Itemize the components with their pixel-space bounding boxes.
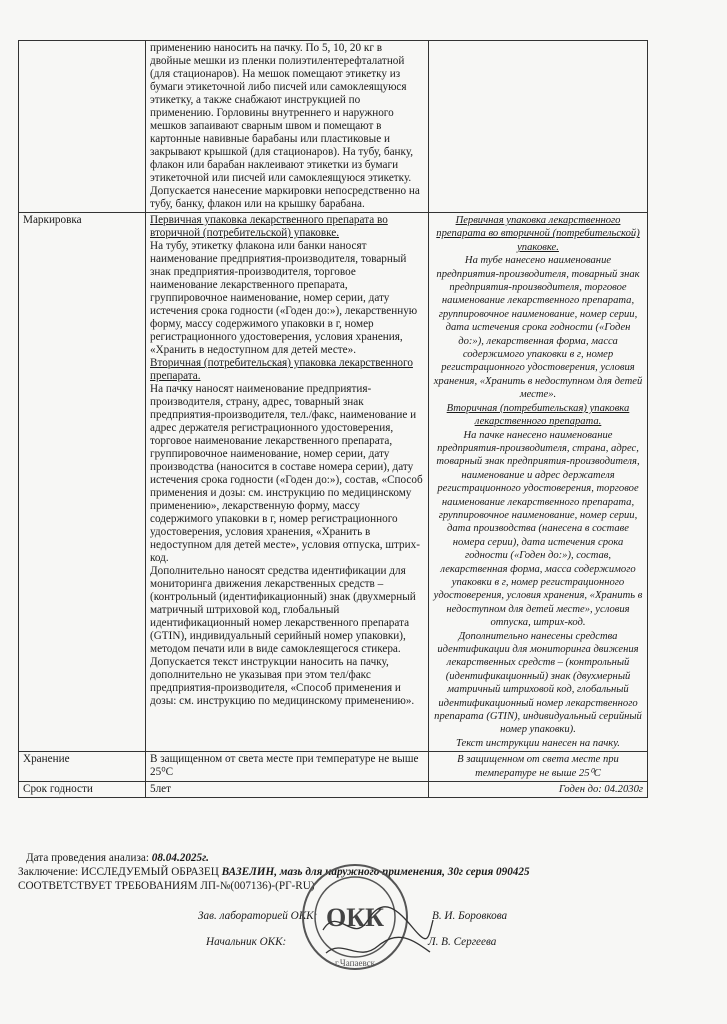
marking-result <box>429 213 648 752</box>
cell-empty <box>19 41 146 213</box>
row-label-marking: Маркировка <box>19 213 146 752</box>
packaging-text: применению наносить на пачку. По 5, 10, 20 кг в двойные мешки из пленки полиэтилентерефталатной (для стационаров). На мешок помещают этикетку из бумаги этикеточной либо писчей или самоклеящуюся этикетку, а также снабжают инструкцией по применению. Горловины внутреннего и наружного мешков запаивают сварным швом и помещают в картонные навивные барабаны или пластиковые и закрывают крышкой (для стационаров). На тубу, банку, флакон или барабан наклеивают этикетки из бумаги этикеточной или писчей или самоклеящуюся этикетку. Допускается нанесение маркировки непосредственно на тубу, банку, флакон или на крышку барабана. <box>146 41 429 213</box>
paragraph: На пачку наносят наименование предприятия-производителя, страну, адрес, товарный знак предприятия-производителя, тел./факс, наименование и адрес держателя регистрационного удостоверения, торговое наименование лекарственного препарата, группировочное наименование, номер серии, дату производства (наносится в составе номера серии), дату истечения срока годности («Годен до:»), состав, «Способ применения и дозы: см. инструкцию по медицинскому применению», лекарственную форму, массу содержимого упаковки в г, номер регистрационного удостоверения, условия хранения, «Хранить в недоступном для детей месте», условия отпуска, штрих-код. <box>150 383 423 564</box>
table-row <box>19 782 648 798</box>
table-row <box>19 752 648 782</box>
paragraph: Допускается текст инструкции наносить на пачку, дополнительно не указывая при этом тел/факс предприятия-производителя, «Способ применения и дозы: см. инструкцию по медицинскому применению». <box>150 656 415 707</box>
subheading: Первичная упаковка лекарственного препарата во вторичной (потребительской) упаковке. <box>150 214 388 239</box>
paragraph: На тубу, этикетку флакона или банки наносят наименование предприятия-производителя, товарный знак предприятия-производителя, торговое наименование лекарственного препарата, группировочное наименование, номер серии, дату истечения срока годности («Годен до:»), лекарственную форму, массу содержимого упаковки в г, номер регистрационного удостоверения, условия хранения, «Хранить в недоступном для детей месте». <box>150 240 418 356</box>
signer-name-okk-head: Л. В. Сергеева <box>428 936 497 948</box>
subheading: Первичная упаковка лекарственного препарата во вторичной (потребительской) упаковке. <box>436 215 640 253</box>
subheading: Вторичная (потребительская) упаковка лекарственного препарата. <box>446 402 630 428</box>
signature-okk-head <box>318 928 438 968</box>
paragraph: На пачке нанесено наименование предприятия-производителя, страна, адрес, товарный знак предприятия-производителя, наименование и адрес держателя регистрационного удостоверения, торговое наименование лекарственного препарата, группировочное наименование, номер серии, дата производства (нанесена в составе номера серии), дата истечения срока годности («Годен до:»), состав, лекарственная форма, масса содержимого упаковки в г, номер регистрационного удостоверения, условия хранения, «Хранить в недоступном для детей месте», условия отпуска, штрих-код. <box>433 429 643 629</box>
signer-role-lab-head: Зав. лабораторией ОКК: <box>198 910 318 922</box>
storage-spec: В защищенном от света месте при температуре не выше 25⁰С <box>146 752 429 782</box>
compliance-statement: СООТВЕТСТВУЕТ ТРЕБОВАНИЯМ ЛП-№(007136)-(РГ-RU) <box>18 880 315 892</box>
paragraph: На тубе нанесено наименование предприятия-производителя, товарный знак предприятия-производителя, торговое наименование лекарственного препарата, группировочное наименование, номер серии, дата истечения срока годности («Годен до:»), лекарственная форма, масса содержимого упаковки в г, номер регистрационного удостоверения, условия хранения, «Хранить в недоступном для детей месте». <box>433 255 643 401</box>
spec-table <box>18 40 648 798</box>
analysis-date: Дата проведения анализа: 08.04.2025г. <box>26 852 209 864</box>
svg-text:ОКК: ОКК <box>326 903 384 932</box>
table-row <box>19 41 648 213</box>
storage-result: В защищенном от света месте при температуре не выше 25⁰С <box>429 752 648 782</box>
marking-spec <box>146 213 429 752</box>
row-label-shelf-life: Срок годности <box>19 782 146 798</box>
paragraph: Дополнительно наносят средства идентификации для мониторинга движения лекарственных средств – (контрольный (идентификационный) знак (двухмерный матричный штриховой код, глобальный идентификационный номер лекарственного препарата (GTIN), индивидуальный серийный номер упаковки), методом печати или в виде самоклеящегося стикера. <box>150 565 416 655</box>
signer-role-okk-head: Начальник ОКК: <box>206 936 287 948</box>
shelf-life-result: Годен до: 04.2030г <box>429 782 648 798</box>
paragraph: Текст инструкции нанесен на пачку. <box>456 737 620 749</box>
paragraph: Дополнительно нанесены средства идентификации для мониторинга движения лекарственных средств – (контрольный (идентификационный) знак (двухмерный матричный штриховой код, глобальный идентификационный номер лекарственного препарата (GTIN), индивидуальный серийный номер упаковки). <box>434 630 642 736</box>
conclusion: Заключение: ИССЛЕДУЕМЫЙ ОБРАЗЕЦ ВАЗЕЛИН, мазь для наружного применения, 30г серия 090425 <box>18 866 530 878</box>
row-label-storage: Хранение <box>19 752 146 782</box>
subheading: Вторичная (потребительская) упаковка лекарственного препарата. <box>150 357 413 382</box>
shelf-life-spec: 5лет <box>146 782 429 798</box>
signer-name-lab-head: В. И. Боровкова <box>432 910 508 922</box>
svg-text:г.Чапаевск: г.Чапаевск <box>334 958 376 968</box>
cell-empty <box>429 41 648 213</box>
table-row <box>19 213 648 752</box>
